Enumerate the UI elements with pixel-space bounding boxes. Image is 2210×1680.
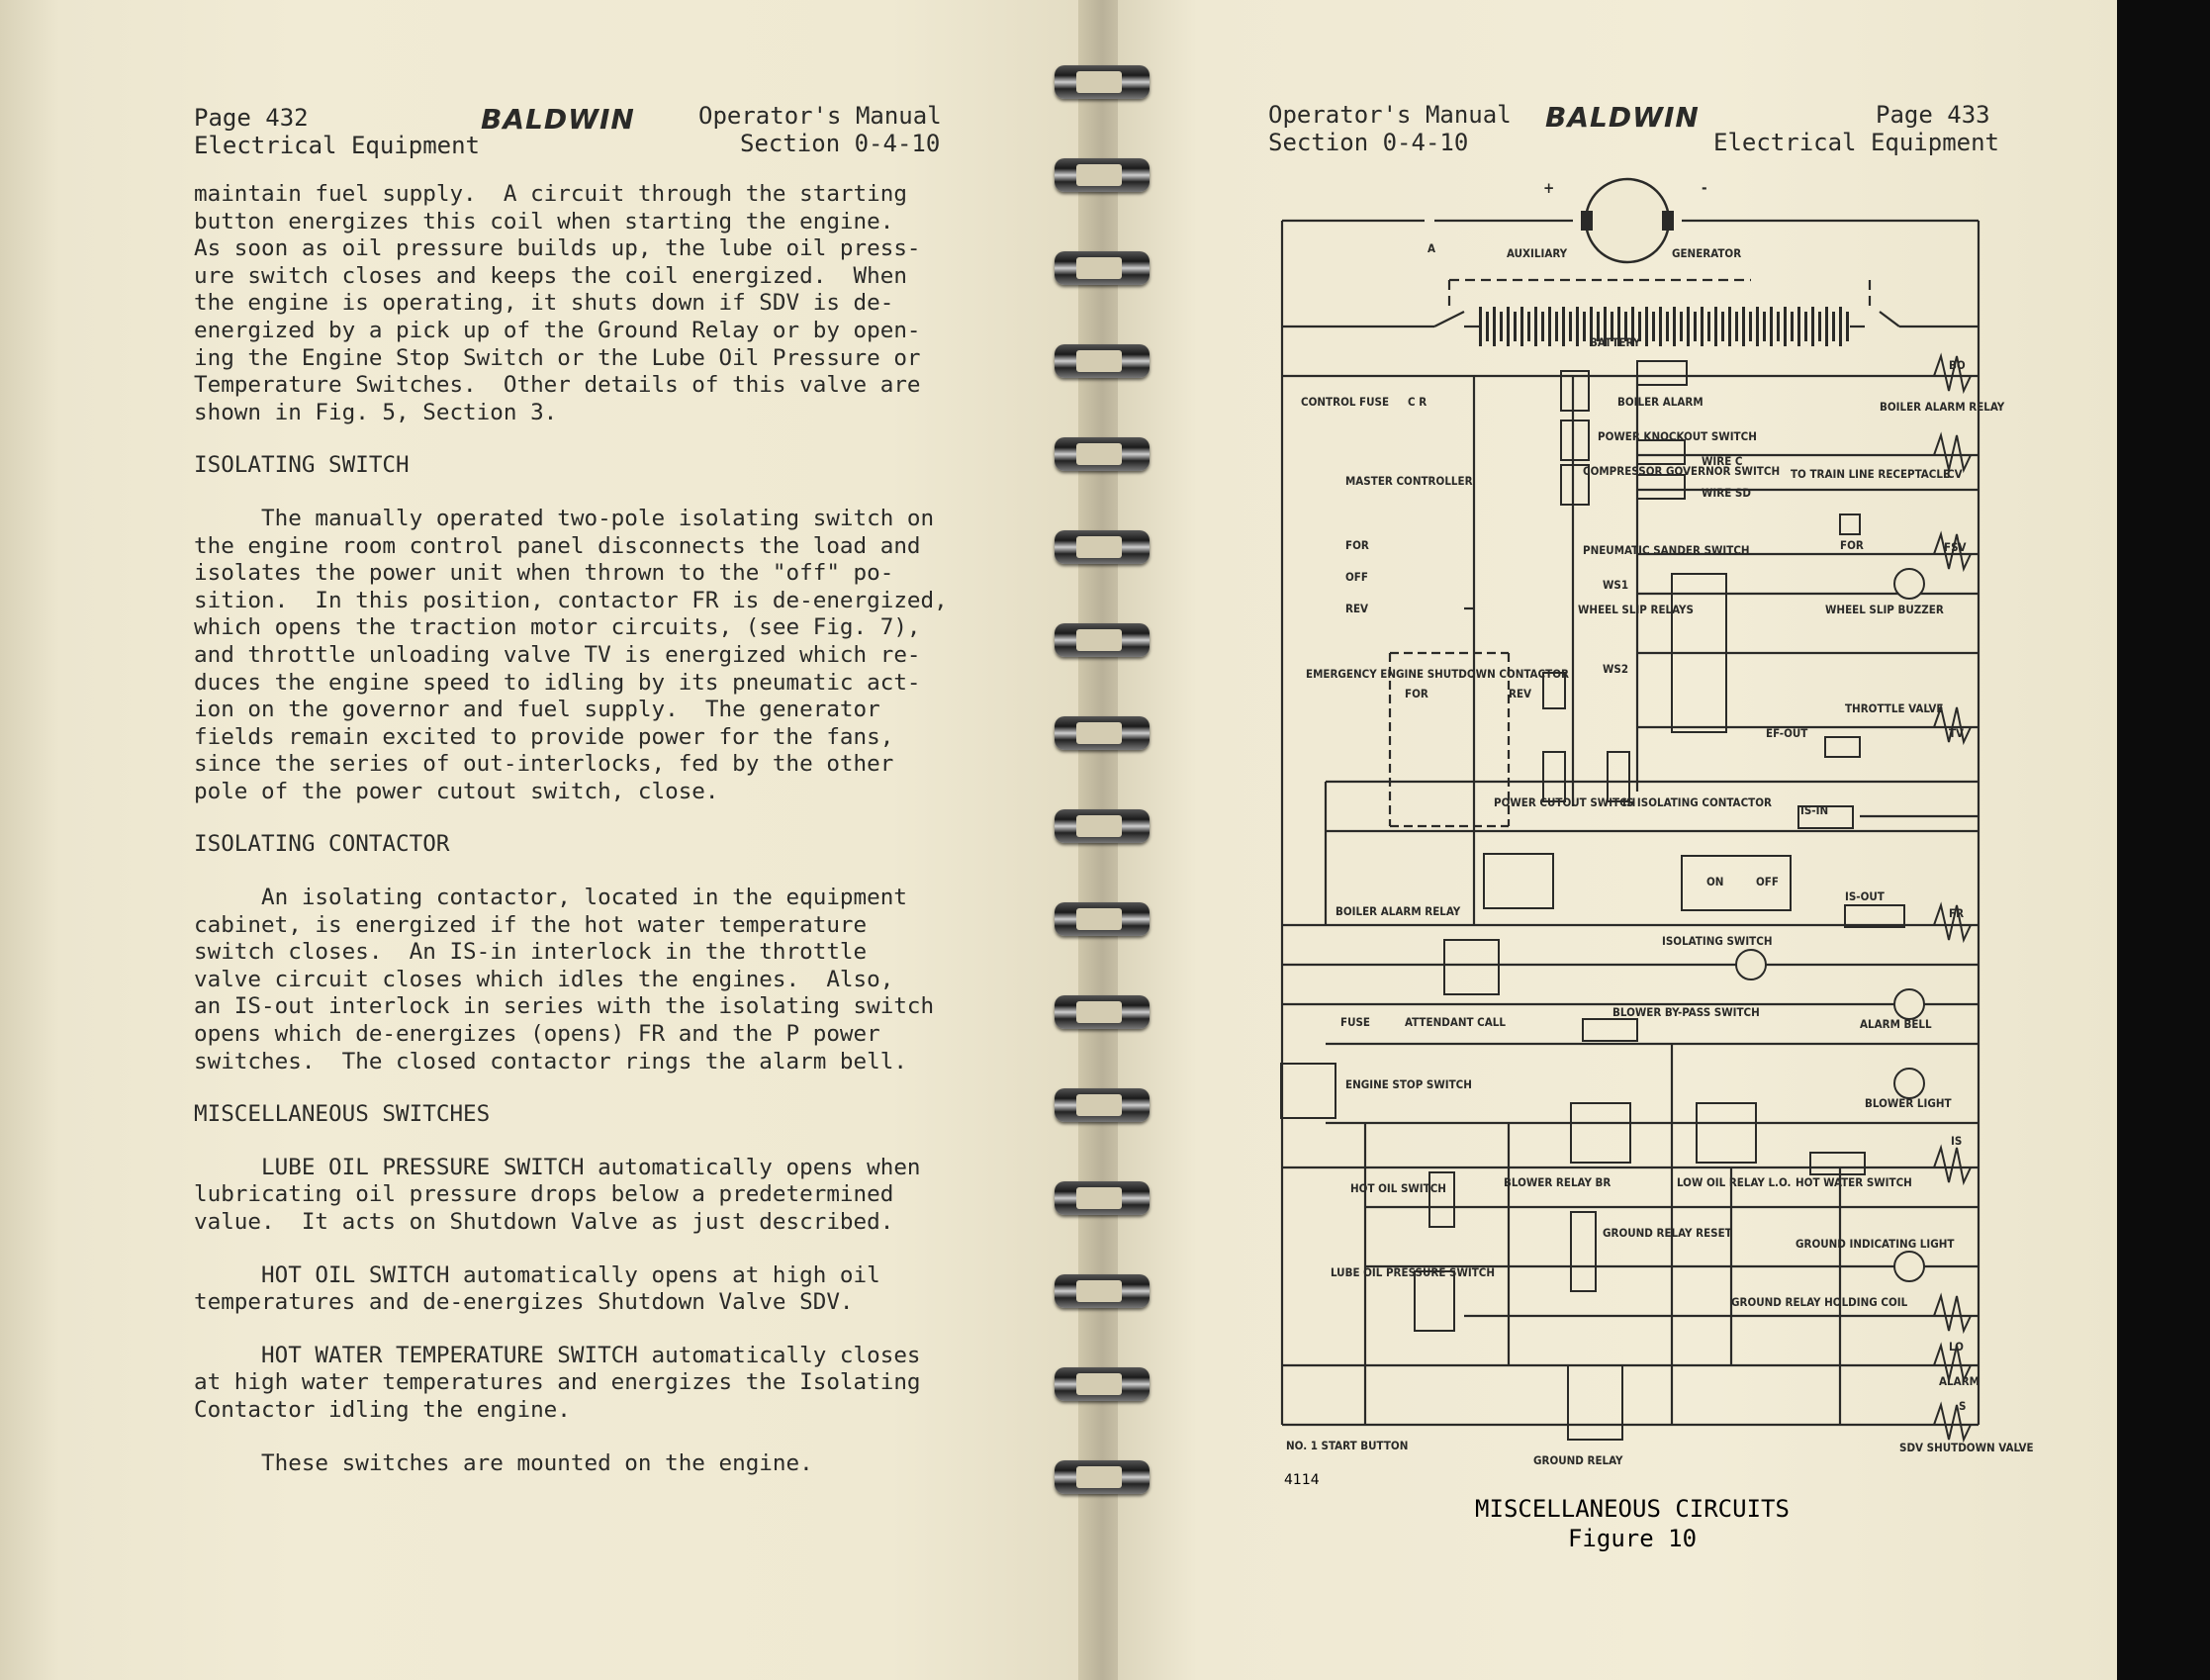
lbl-pneumatic-sander: PNEUMATIC SANDER SWITCH [1583,543,1750,557]
battery-cell [1645,307,1648,346]
battery-cell [1652,312,1655,341]
binding-coil [1047,340,1155,384]
text-line: ing the Engine Stop Switch or the Lube Oil Pressure or [194,344,921,371]
text-line: The manually operated two-pole isolating switch on [194,505,935,531]
lbl-ground-relay: GROUND RELAY [1533,1453,1623,1467]
lbl-boiler-alarm-relay2: BOILER ALARM RELAY [1335,904,1461,918]
left-section-number: Section 0-4-10 [740,130,941,157]
binding-coil [1047,247,1155,291]
binding-coil [1047,154,1155,198]
lbl-cv: CV [1947,467,1963,481]
generator-symbol [1586,179,1669,262]
lbl-battery: BATTERY [1590,335,1641,349]
lbl-for2: FOR [1405,687,1428,700]
lbl-on: ON [1706,875,1724,888]
heading-misc-switches: MISCELLANEOUS SWITCHES [194,1101,491,1128]
figure-caption-title: MISCELLANEOUS CIRCUITS [1475,1495,1790,1523]
battery-cell [1749,312,1752,341]
text-line: Temperature Switches. Other details of this valve are [194,372,921,399]
text-line: maintain fuel supply. A circuit through the starting [194,181,907,207]
lbl-hot-water-switch: HOT WATER SWITCH [1796,1175,1912,1189]
battery-cell [1555,312,1558,341]
lbl-sdv: SDV SHUTDOWN VALVE [1899,1441,2034,1454]
lbl-for-fsv: FOR [1840,538,1864,552]
text-line: ion on the governor and fuel supply. The generator [194,697,880,723]
binding-coil [1047,619,1155,663]
figure-caption-number: Figure 10 [1567,1525,1698,1552]
heading-isolating-contactor: ISOLATING CONTACTOR [194,831,450,858]
binding-coil [1047,1456,1155,1500]
battery-cell [1832,312,1835,341]
lbl-master-controller: MASTER CONTROLLER [1345,474,1473,488]
text-line: an IS-out interlock in series with the isolating switch [194,993,935,1020]
lbl-blower-light: BLOWER LIGHT [1865,1096,1952,1110]
text-line: Contactor idling the engine. [194,1396,571,1423]
binding-coil [1047,526,1155,570]
battery-symbol [1479,307,1849,346]
lbl-tv: TV [1949,726,1965,740]
text-line: ure switch closes and keeps the coil energized. When [194,262,907,289]
battery-cell [1548,307,1551,346]
lbl-cr: C R [1408,395,1427,409]
binding-coil [1047,1270,1155,1314]
right-brand: BALDWIN [1545,101,1700,134]
battery-cell [1583,312,1586,341]
lbl-boiler-alarm-relay: BOILER ALARM RELAY [1880,400,2005,414]
battery-cell [1721,312,1724,341]
left-page-number: Page 432 [194,104,309,132]
binding-coil [1047,898,1155,942]
lbl-is-contactor: IS ISOLATING CONTACTOR [1622,795,1772,809]
battery-cell [1818,312,1821,341]
lbl-fsv: FSV [1944,540,1967,554]
lbl-a: A [1427,241,1436,255]
battery-cell [1680,312,1683,341]
text-line: shown in Fig. 5, Section 3. [194,399,558,425]
battery-cell [1493,307,1496,346]
heading-isolating-switch: ISOLATING SWITCH [194,452,410,479]
text-line: sition. In this position, contactor FR is de-energized, [194,587,948,613]
lbl-alarm-bell: ALARM BELL [1860,1017,1932,1031]
battery-cell [1541,312,1544,341]
left-manual-title: Operator's Manual [698,102,942,130]
lbl-engine-stop: ENGINE STOP SWITCH [1345,1077,1472,1091]
right-section-number: Section 0-4-10 [1268,129,1469,156]
lbl-ground-indicating-light: GROUND INDICATING LIGHT [1796,1237,1955,1251]
page-edge-shadow [2117,0,2210,1680]
battery-cell [1797,307,1800,346]
text-line: energized by a pick up of the Ground Relay or by open- [194,317,921,343]
text-line: fields remain excited to provide power for the fans, [194,723,894,750]
battery-cell [1804,312,1807,341]
battery-cell [1659,307,1662,346]
left-brand: BALDWIN [481,103,635,136]
text-line: isolates the power unit when thrown to the "off" po- [194,560,894,587]
lbl-ws1: WS1 [1603,578,1629,592]
battery-cell [1514,312,1517,341]
lbl-fuse: FUSE [1340,1015,1370,1029]
battery-cell [1707,312,1710,341]
battery-cell [1673,307,1676,346]
lbl-wire-sd: WIRE SD [1702,486,1751,500]
text-line: LUBE OIL PRESSURE SWITCH automatically opens when [194,1154,921,1180]
text-line: button energizes this coil when starting the engine. [194,208,894,234]
lbl-wheel-slip-relays: WHEEL SLIP RELAYS [1578,603,1694,616]
text-line: at high water temperatures and energizes the Isolating [194,1369,921,1396]
binding-coil [1047,61,1155,105]
battery-cell [1687,307,1690,346]
battery-cell [1576,307,1579,346]
lbl-auxiliary: AUXILIARY [1507,246,1568,260]
binding-coil [1047,1363,1155,1407]
text-line: since the series of out-interlocks, fed by the other [194,751,894,778]
lbl-lube-oil-pressure: LUBE OIL PRESSURE SWITCH [1331,1265,1496,1279]
text-line: value. It acts on Shutdown Valve as just described. [194,1209,894,1235]
battery-cell [1527,312,1530,341]
drawing-number: 4114 [1284,1472,1320,1488]
lbl-ef-out: EF-OUT [1766,726,1808,740]
binding-coil [1047,712,1155,756]
text-line: opens which de-energizes (opens) FR and the P power [194,1021,880,1048]
battery-cell [1839,307,1842,346]
text-line: which opens the traction motor circuits, (see Fig. 7), [194,614,921,641]
lbl-is-in: IS-IN [1800,803,1829,817]
lbl-blower-relay: BLOWER RELAY BR [1504,1175,1611,1189]
lbl-rev2: REV [1509,687,1532,700]
binding-coil [1047,1177,1155,1221]
text-line: temperatures and de-energizes Shutdown Valve SDV. [194,1289,854,1316]
lbl-compressor-governor: COMPRESSOR GOVERNOR SWITCH [1583,464,1781,478]
lbl-hot-oil-switch: HOT OIL SWITCH [1350,1181,1446,1195]
lbl-ground-relay-holding: GROUND RELAY HOLDING COIL [1731,1295,1908,1309]
battery-cell [1714,307,1717,346]
lbl-is: IS [1951,1134,1963,1148]
lbl-wheel-slip-buzzer: WHEEL SLIP BUZZER [1825,603,1944,616]
lbl-blower-bypass: BLOWER BY-PASS SWITCH [1612,1005,1760,1019]
battery-cell [1735,312,1738,341]
lbl-bo: BO [1949,358,1966,372]
lbl-no1-start: NO. 1 START BUTTON [1286,1439,1409,1452]
lbl-fr: FR [1949,906,1965,920]
binding-coil [1047,991,1155,1035]
left-page [0,0,1103,1680]
battery-cell [1784,307,1787,346]
lbl-low-oil-relay: LOW OIL RELAY L.O. [1677,1175,1792,1189]
lbl-generator: GENERATOR [1672,246,1742,260]
text-line: These switches are mounted on the engine. [194,1449,813,1476]
lbl-lo: LO [1949,1340,1964,1353]
text-line: HOT WATER TEMPERATURE SWITCH automatically closes [194,1342,921,1368]
text-line: An isolating contactor, located in the equipment [194,885,907,911]
lbl-ws2: WS2 [1603,662,1629,676]
battery-cell [1742,307,1745,346]
circuit-diagram [1266,173,2034,1484]
lbl-for: FOR [1345,538,1369,552]
battery-cell [1500,312,1503,341]
lbl-minus: - [1702,179,1707,197]
battery-cell [1777,312,1780,341]
battery-cell [1486,312,1489,341]
lbl-isolating-switch: ISOLATING SWITCH [1662,934,1773,948]
lbl-power-knockout: POWER KNOCKOUT SWITCH [1598,429,1757,443]
battery-cell [1562,307,1565,346]
text-line: duces the engine speed to idling by its pneumatic act- [194,669,921,696]
text-line: and throttle unloading valve TV is energized which re- [194,641,921,668]
battery-cell [1756,307,1759,346]
lbl-to-train-line: TO TRAIN LINE RECEPTACLE [1791,467,1951,481]
lbl-off: OFF [1345,570,1368,584]
text-line: cabinet, is energized if the hot water temperature [194,911,868,938]
battery-cell [1728,307,1731,346]
battery-cell [1507,307,1510,346]
battery-cell [1791,312,1794,341]
text-line: pole of the power cutout switch, close. [194,778,719,804]
battery-cell [1479,307,1482,346]
battery-cell [1770,307,1773,346]
battery-cell [1825,307,1828,346]
battery-cell [1534,307,1537,346]
lbl-rev: REV [1345,602,1369,615]
right-page-number: Page 433 [1876,101,1990,129]
battery-cell [1846,312,1849,341]
lbl-alarm: ALARM [1939,1374,1980,1388]
binding-coil [1047,1084,1155,1128]
text-line: As soon as oil pressure builds up, the lube oil press- [194,235,921,262]
lbl-wire-c: WIRE C [1702,454,1743,468]
battery-cell [1701,307,1704,346]
lbl-is-out: IS-OUT [1845,889,1885,903]
lbl-control-fuse: CONTROL FUSE [1301,395,1390,409]
left-body [194,181,966,1477]
right-section-title: Electrical Equipment [1713,129,1999,156]
text-line: HOT OIL SWITCH automatically opens at high oil [194,1261,880,1288]
left-section-title: Electrical Equipment [194,132,480,159]
text-line: valve circuit closes which idles the engines. Also, [194,966,894,992]
text-line: the engine is operating, it shuts down if SDV is de- [194,290,894,317]
lbl-boiler-alarm: BOILER ALARM [1617,395,1704,409]
lbl-throttle-valve: THROTTLE VALVE [1845,701,1944,715]
lbl-s: S [1959,1399,1967,1413]
text-line: switch closes. An IS-in interlock in the throttle [194,939,868,966]
lbl-emergency: EMERGENCY ENGINE SHUTDOWN CONTACTOR [1306,667,1569,681]
right-manual-title: Operator's Manual [1268,101,1512,129]
coil-symbols [1934,356,1971,1440]
battery-cell [1666,312,1669,341]
battery-cell [1520,307,1523,346]
lbl-power-cutout: POWER CUTOUT SWITCH [1494,795,1636,809]
text-line: switches. The closed contactor rings the alarm bell. [194,1048,907,1074]
battery-cell [1811,307,1814,346]
lbl-attendant-call: ATTENDANT CALL [1405,1015,1506,1029]
binding-coil [1047,805,1155,849]
circuit-schematic [1266,173,2034,1484]
lbl-off2: OFF [1756,875,1779,888]
text-line: the engine room control panel disconnects the load and [194,532,921,559]
battery-cell [1694,312,1697,341]
battery-cell [1763,312,1766,341]
battery-cell [1569,312,1572,341]
binding-coil [1047,433,1155,477]
lbl-ground-relay-reset: GROUND RELAY RESET [1603,1226,1732,1240]
text-line: lubricating oil pressure drops below a predetermined [194,1181,894,1208]
lbl-plus: + [1543,179,1555,197]
